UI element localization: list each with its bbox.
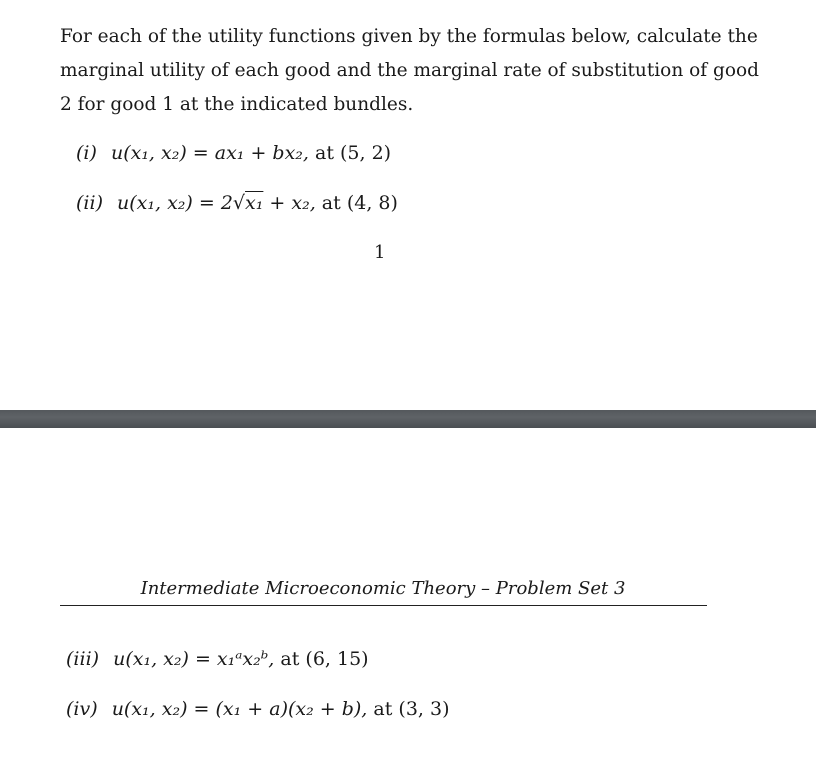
item-formula-rhs: + x₂, xyxy=(263,192,316,214)
item-label: (ii) xyxy=(76,192,103,214)
item-label: (iv) xyxy=(66,698,98,720)
header-rule xyxy=(60,605,707,606)
item-label: (iii) xyxy=(66,648,100,670)
utility-item-iii xyxy=(66,648,369,670)
intro-line-3: 2 for good 1 at the indicated bundles. xyxy=(60,94,414,115)
item-at: at xyxy=(315,142,334,164)
item-formula: u(x₁, x₂) = (x₁ + a)(x₂ + b), xyxy=(111,698,368,720)
item-at: at xyxy=(373,698,393,720)
problem-intro xyxy=(60,20,759,122)
utility-item-iv xyxy=(66,698,450,720)
item-formula: u(x₁, x₂) = ax₁ + bx₂, xyxy=(110,142,309,164)
item-point: (3, 3) xyxy=(398,698,450,720)
item-formula-radicand: x₁ xyxy=(245,192,264,214)
item-formula-lhs: u(x₁, x₂) = 2√ xyxy=(117,192,246,214)
intro-line-2: marginal utility of each good and the marginal rate of substitution of good xyxy=(60,60,759,81)
running-head: Intermediate Microeconomic Theory – Problem Set 3 xyxy=(140,578,626,599)
page-separator xyxy=(0,410,816,428)
page-number: 1 xyxy=(374,242,386,263)
page-2 xyxy=(0,428,816,760)
intro-line-1: For each of the utility functions given by the formulas below, calculate the xyxy=(60,26,758,47)
item-point: (4, 8) xyxy=(346,192,398,214)
item-formula: u(x₁, x₂) = x₁ᵃx₂ᵇ, xyxy=(113,648,275,670)
item-point: (5, 2) xyxy=(340,142,392,164)
item-at: at xyxy=(280,648,300,670)
item-label: (i) xyxy=(76,142,97,164)
item-point: (6, 15) xyxy=(305,648,369,670)
utility-item-ii xyxy=(76,192,398,214)
utility-item-i xyxy=(76,142,391,164)
item-at: at xyxy=(321,192,341,214)
